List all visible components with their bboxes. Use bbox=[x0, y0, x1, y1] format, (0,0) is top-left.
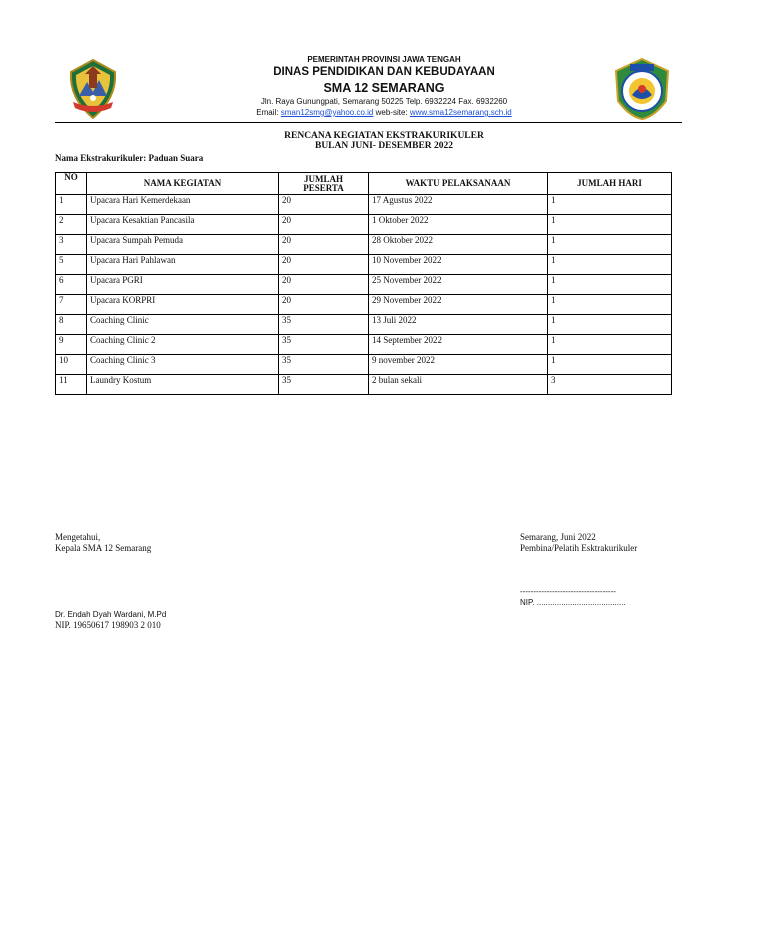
signature-left-name-block bbox=[55, 609, 166, 631]
cell-nama-kegiatan: Coaching Clinic 2 bbox=[87, 335, 279, 355]
cell-no: 6 bbox=[56, 275, 87, 295]
table-row bbox=[56, 375, 672, 395]
header-jumlah-hari: JUMLAH HARI bbox=[548, 173, 672, 195]
cell-jumlah-hari: 1 bbox=[548, 335, 672, 355]
header-jumlah-peserta bbox=[279, 173, 369, 195]
cell-nama-kegiatan: Coaching Clinic bbox=[87, 315, 279, 335]
document-subtitle: BULAN JUNI- DESEMBER 2022 bbox=[314, 141, 454, 151]
email-label: Email: bbox=[256, 108, 279, 117]
table-row bbox=[56, 315, 672, 335]
cell-jumlah-peserta: 20 bbox=[279, 215, 369, 235]
cell-jumlah-peserta: 35 bbox=[279, 315, 369, 335]
cell-waktu: 10 November 2022 bbox=[369, 255, 548, 275]
cell-no: 7 bbox=[56, 295, 87, 315]
table-header-row bbox=[56, 173, 672, 195]
cell-waktu: 9 november 2022 bbox=[369, 355, 548, 375]
header-waktu-pelaksanaan: WAKTU PELAKSANAAN bbox=[369, 173, 548, 195]
cell-no: 10 bbox=[56, 355, 87, 375]
letterhead-divider bbox=[55, 122, 682, 123]
cell-waktu: 13 Juli 2022 bbox=[369, 315, 548, 335]
cell-nama-kegiatan: Upacara KORPRI bbox=[87, 295, 279, 315]
cell-jumlah-hari: 1 bbox=[548, 195, 672, 215]
signature-left-block bbox=[55, 532, 151, 554]
letterhead-contact bbox=[0, 108, 768, 117]
table-row bbox=[56, 195, 672, 215]
table-row bbox=[56, 275, 672, 295]
cell-waktu: 1 Oktober 2022 bbox=[369, 215, 548, 235]
cell-no: 8 bbox=[56, 315, 87, 335]
signature-right-block bbox=[520, 532, 637, 554]
signature-left-heading: Mengetahui, bbox=[55, 532, 101, 542]
activity-table bbox=[55, 172, 672, 395]
signature-left-title: Kepala SMA 12 Semarang bbox=[55, 543, 152, 553]
cell-nama-kegiatan: Upacara Hari Pahlawan bbox=[87, 255, 279, 275]
document-title: RENCANA KEGIATAN EKSTRAKURIKULER bbox=[284, 131, 484, 141]
cell-no: 11 bbox=[56, 375, 87, 395]
cell-nama-kegiatan: Laundry Kostum bbox=[87, 375, 279, 395]
cell-jumlah-hari: 1 bbox=[548, 255, 672, 275]
cell-waktu: 17 Agustus 2022 bbox=[369, 195, 548, 215]
header-jumlah-peserta-line1: JUMLAH bbox=[304, 173, 343, 184]
cell-jumlah-hari: 1 bbox=[548, 355, 672, 375]
cell-jumlah-peserta: 20 bbox=[279, 275, 369, 295]
letterhead-school-name: SMA 12 SEMARANG bbox=[323, 81, 445, 95]
table-row bbox=[56, 255, 672, 275]
cell-no: 3 bbox=[56, 235, 87, 255]
cell-jumlah-peserta: 35 bbox=[279, 335, 369, 355]
signature-left-nip: NIP. 19650617 198903 2 010 bbox=[55, 620, 161, 630]
cell-nama-kegiatan: Upacara PGRI bbox=[87, 275, 279, 295]
cell-jumlah-peserta: 20 bbox=[279, 195, 369, 215]
cell-jumlah-hari: 1 bbox=[548, 215, 672, 235]
cell-jumlah-hari: 1 bbox=[548, 315, 672, 335]
signature-right-name-line: ------------------------------------ bbox=[520, 587, 616, 596]
cell-nama-kegiatan: Upacara Kesaktian Pancasila bbox=[87, 215, 279, 235]
cell-jumlah-peserta: 20 bbox=[279, 295, 369, 315]
cell-waktu: 25 November 2022 bbox=[369, 275, 548, 295]
header-jumlah-peserta-line2: PESERTA bbox=[303, 182, 344, 193]
cell-no: 9 bbox=[56, 335, 87, 355]
signature-right-title: Pembina/Pelatih Esktrakurikuler bbox=[520, 543, 638, 553]
cell-jumlah-peserta: 20 bbox=[279, 235, 369, 255]
website-label: web-site: bbox=[375, 108, 408, 117]
cell-jumlah-peserta: 35 bbox=[279, 375, 369, 395]
cell-jumlah-hari: 1 bbox=[548, 235, 672, 255]
cell-no: 1 bbox=[56, 195, 87, 215]
cell-waktu: 14 September 2022 bbox=[369, 335, 548, 355]
letterhead-address: Jln. Raya Gunungpati, Semarang 50225 Telp. 6932224 Fax. 6932260 bbox=[260, 97, 508, 106]
letterhead-line-1: PEMERINTAH PROVINSI JAWA TENGAH bbox=[307, 55, 461, 64]
letterhead-line-2: DINAS PENDIDIKAN DAN KEBUDAYAAN bbox=[273, 66, 495, 78]
cell-waktu: 2 bulan sekali bbox=[369, 375, 548, 395]
cell-no: 2 bbox=[56, 215, 87, 235]
cell-no: 5 bbox=[56, 255, 87, 275]
cell-nama-kegiatan: Upacara Sumpah Pemuda bbox=[87, 235, 279, 255]
cell-jumlah-peserta: 35 bbox=[279, 355, 369, 375]
email-link[interactable]: sman12smg@yahoo.co.id bbox=[280, 108, 374, 117]
cell-jumlah-peserta: 20 bbox=[279, 255, 369, 275]
signature-right-name-block bbox=[520, 586, 626, 608]
table-row bbox=[56, 295, 672, 315]
cell-waktu: 28 Oktober 2022 bbox=[369, 235, 548, 255]
cell-jumlah-hari: 1 bbox=[548, 295, 672, 315]
table-row bbox=[56, 355, 672, 375]
table-row bbox=[56, 235, 672, 255]
cell-jumlah-hari: 3 bbox=[548, 375, 672, 395]
header-nama-kegiatan: NAMA KEGIATAN bbox=[87, 173, 279, 195]
extracurricular-name: Nama Ekstrakurikuler: Paduan Suara bbox=[55, 153, 204, 163]
signature-right-nip: NIP. ........................................ bbox=[520, 598, 626, 607]
signature-left-name: Dr. Endah Dyah Wardani, M.Pd bbox=[55, 610, 167, 619]
cell-waktu: 29 November 2022 bbox=[369, 295, 548, 315]
website-link[interactable]: www.sma12semarang.sch.id bbox=[409, 108, 512, 117]
cell-nama-kegiatan: Coaching Clinic 3 bbox=[87, 355, 279, 375]
table-row bbox=[56, 215, 672, 235]
table-row bbox=[56, 335, 672, 355]
signature-right-place-date: Semarang, Juni 2022 bbox=[520, 532, 596, 542]
cell-jumlah-hari: 1 bbox=[548, 275, 672, 295]
header-no: NO bbox=[56, 173, 87, 195]
cell-nama-kegiatan: Upacara Hari Kemerdekaan bbox=[87, 195, 279, 215]
